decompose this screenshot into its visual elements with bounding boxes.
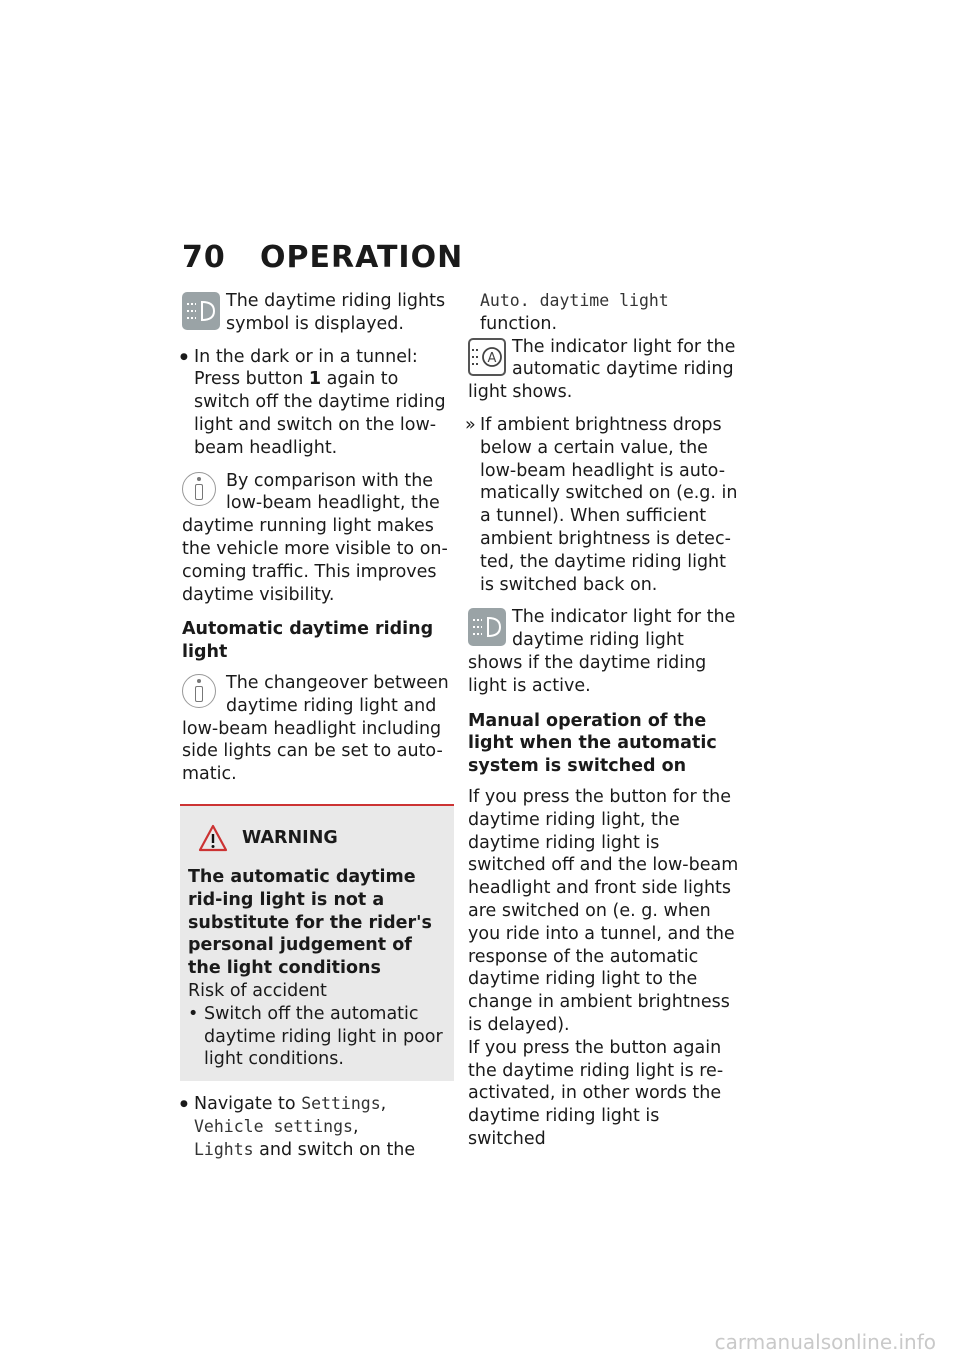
daytime-light-icon [182,292,220,330]
info-comparison-text: By comparison with the low-beam headlight, the daytime running light makes the vehicle more visible to on-coming traffic. This improves daytime visibility. [182,470,448,605]
ambient-brightness-result: » If ambient brightness drops below a certain value, the low-beam headlight is auto-matically switched on (e.g. in a tunnel). When sufficient ambient brightness is detec-ted, the daytime riding light is switched back on. [468,414,740,596]
indicator-auto-text: The indicator light for the automatic daytime riding light shows. [468,336,736,403]
tunnel-instruction-text: In the dark or in a tunnel: Press button [194,346,418,390]
info-changeover-text: The changeover between daytime riding light and low-beam headlight including side lights can be set to auto-matic. [182,672,449,785]
svg-text:A: A [487,350,497,366]
button-number: 1 [308,369,322,390]
daytime-symbol-block [182,290,452,336]
navigate-instruction [182,1093,452,1161]
page-number: 70 [182,240,226,275]
warning-risk: Risk of accident [188,980,327,1001]
section-heading-manual: Manual operation of the light when the automatic system is switched on [468,710,717,777]
info-icon [182,674,216,708]
page-header [182,240,463,275]
menu-auto-daytime-light: Auto. daytime light [480,291,669,310]
right-column [468,290,740,1151]
warning-action: • Switch off the automatic daytime riding light in poor light conditions. [188,1003,446,1071]
navigate-comma: , [352,1116,359,1137]
daytime-symbol-text: The daytime riding lights symbol is displayed. [226,291,446,334]
warning-header [188,824,446,852]
info-changeover [182,672,452,786]
manual-paragraph-1: If you press the button for the daytime riding light, the daytime riding light is switched off and the low-beam headlight and front side lights are switched on (e. g. when you ride into a tunnel, and the response of the automatic daytime riding light to the change in ambient brightness is delayed). [468,786,739,1035]
warning-triangle-icon [198,824,228,852]
warning-box [180,804,454,1081]
warning-title: WARNING [242,827,338,848]
tunnel-instruction [182,346,452,460]
indicator-auto-block [468,336,740,404]
indicator-daytime-block [468,606,740,697]
menu-lights: Lights [194,1139,254,1159]
indicator-daytime-text: The indicator light for the daytime riding light shows if the daytime riding light is active. [468,607,736,696]
menu-settings: Settings [301,1094,381,1114]
info-comparison [182,470,452,607]
function-text: function. [480,313,558,334]
navigate-suffix: and switch on the [253,1139,416,1160]
tunnel-instruction-rest: again to switch off the daytime riding light and switch on the low-beam headlight. [194,369,446,458]
auto-daytime-light-icon [468,338,506,376]
navigate-prefix: Navigate to [194,1094,302,1115]
function-name-block [468,290,740,336]
navigate-comma: , [380,1094,387,1115]
section-heading-auto: Automatic daytime riding light [182,619,434,663]
menu-vehicle-settings: Vehicle settings [194,1116,353,1136]
section-title: OPERATION [260,240,464,275]
watermark: carmanualsonline.info [714,1330,936,1354]
daytime-light-icon [468,608,506,646]
manual-paragraph-2: If you press the button again the daytime riding light is re-activated, in other words the daytime riding light is switched [468,1037,724,1149]
info-icon [182,472,216,506]
left-column [182,290,452,1172]
warning-statement: The automatic daytime rid-ing light is not a substitute for the rider's personal judgement of the light conditions [188,866,432,979]
